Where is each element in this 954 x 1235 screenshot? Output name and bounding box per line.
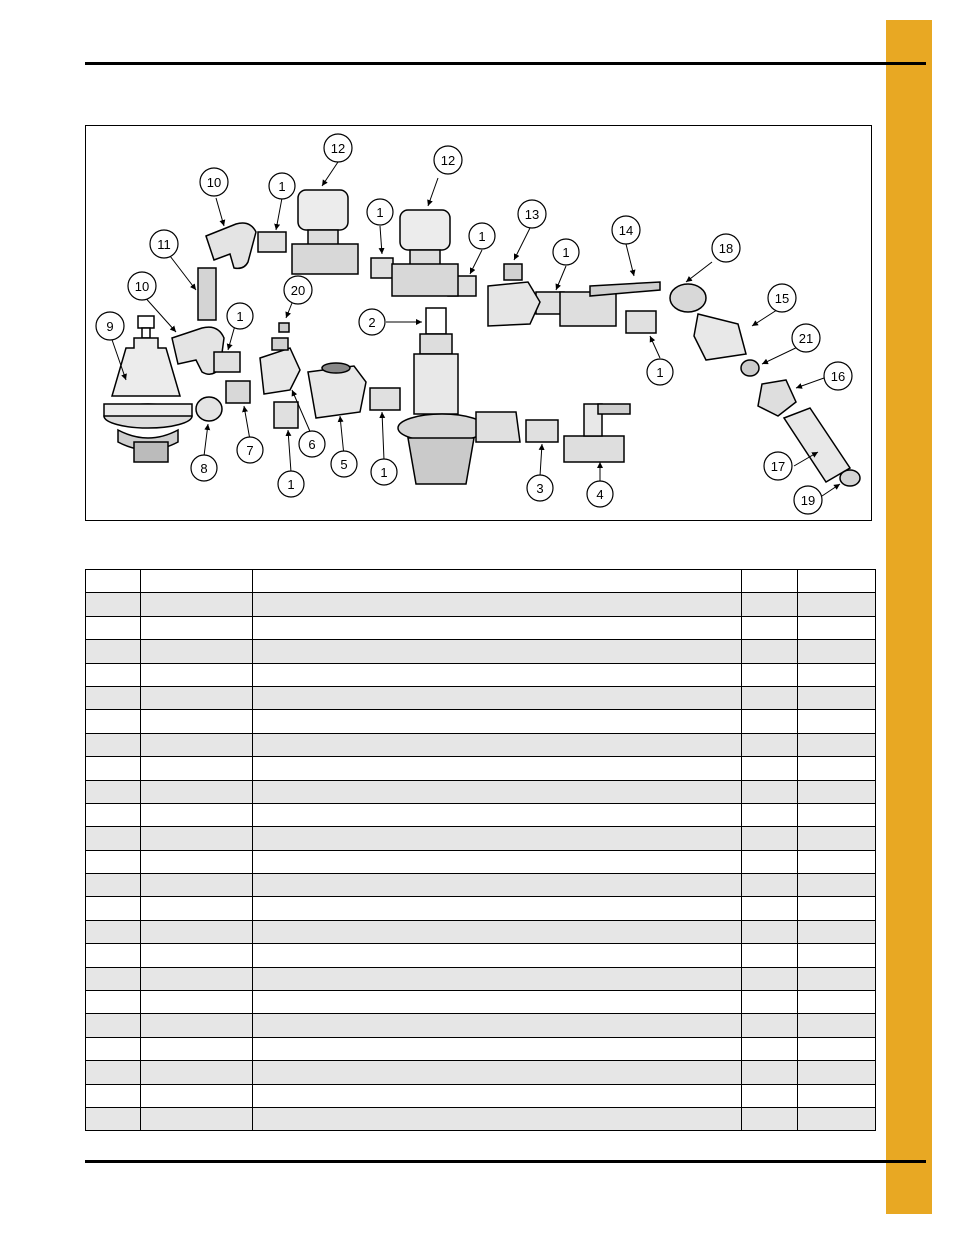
table-row [86,897,876,920]
table-header-row [86,570,876,593]
washer-21-part [741,360,759,376]
table-row [86,850,876,873]
tee-5-part [308,366,366,418]
coupling-1-c-part [274,402,298,428]
callout-label: 1 [287,477,295,492]
callout-label: 10 [206,175,222,190]
callout-label: 1 [380,465,388,480]
callout-label: 7 [246,443,254,458]
callout-label: 20 [290,283,306,298]
coupling-1-b-part [214,352,240,372]
solenoid-valve-12-left-part [292,190,358,274]
callout-label: 3 [536,481,544,496]
callout-label: 13 [524,207,540,222]
table-row [86,1107,876,1130]
table-row [86,640,876,663]
valve-4-part [564,404,630,462]
tube-17-part [784,408,850,482]
callout-label: 2 [368,315,376,330]
table-row [86,803,876,826]
table-row [86,686,876,709]
table-row [86,710,876,733]
parts-table [85,569,876,1131]
callout-label: 16 [830,369,846,384]
solenoid-valve-12-right-part [392,210,458,296]
coupling-1-e-part [371,258,393,278]
nipple-7-part [226,381,250,403]
table-row [86,920,876,943]
elbow-10-upper-part [206,223,256,268]
table-row [86,1014,876,1037]
callout-label: 1 [562,245,570,260]
callout-label: 14 [618,223,634,238]
top-rule [85,62,926,65]
table-row [86,733,876,756]
nipple-11-part [198,268,216,320]
callout-label: 1 [478,229,486,244]
tee-6-part [260,348,300,394]
callout-label: 4 [596,487,604,502]
coupling-1-a-part [258,232,286,252]
table-row [86,1084,876,1107]
bottom-rule [85,1160,926,1163]
table-row [86,991,876,1014]
callout-label: 5 [340,457,348,472]
callout-label: 1 [278,179,286,194]
callout-label: 9 [106,319,114,334]
callout-label: 12 [330,141,346,156]
tee-13-part [488,282,540,326]
fitting-15-part [694,314,746,360]
coupling-1-d-part [370,388,400,410]
table-row [86,1037,876,1060]
coupling-1-h-part [626,311,656,333]
callout-label: 12 [440,153,456,168]
table-row [86,1061,876,1084]
callout-label: 19 [800,493,816,508]
plug-20-part [279,323,289,332]
callout-label: 1 [376,205,384,220]
table-row [86,874,876,897]
parts-diagram [85,125,872,521]
callout-label: 10 [134,279,150,294]
callout-label: 17 [770,459,786,474]
bushing-8-part [196,397,222,421]
nut-16-part [758,380,796,416]
callout-label: 6 [308,437,316,452]
side-tab [886,20,932,1214]
callout-label: 8 [200,461,208,476]
callout-label: 11 [157,237,171,252]
table-row [86,616,876,639]
tip-19-part [840,470,860,486]
callout-label: 18 [718,241,734,256]
table-row [86,827,876,850]
callout-label: 21 [798,331,814,346]
table-row [86,967,876,990]
table-row [86,593,876,616]
table-row [86,663,876,686]
callout-label: 15 [774,291,790,306]
nipple-3-part [526,420,558,442]
callout-label: 1 [236,309,244,324]
table-row [86,780,876,803]
regulator-2-part [398,308,520,484]
table-row [86,944,876,967]
table-row [86,757,876,780]
cap-18-part [670,284,706,312]
callout-label: 1 [656,365,664,380]
